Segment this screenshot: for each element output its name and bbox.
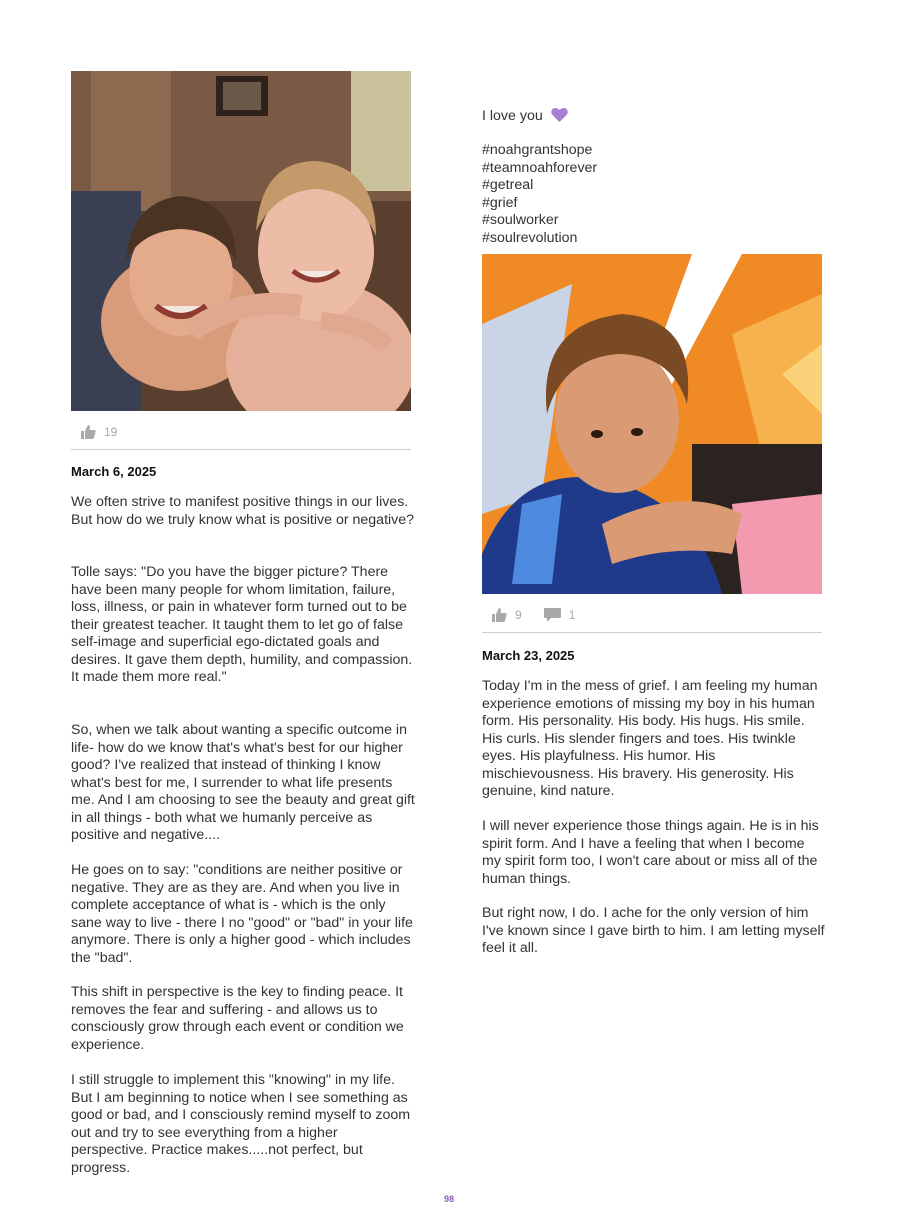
left-paragraph-6: I still struggle to implement this "knowing" in my life. But I am beginning to notice when I see something as good or bad, and I consciously remind myself to zoom out and try to see everything from a higher perspective. Practice makes.....not perfect, but progress. (71, 1072, 411, 1176)
left-paragraph-1: We often strive to manifest positive things in our lives. But how do we truly know what is positive or negative? (71, 494, 415, 528)
right-paragraph-2: I will never experience those things again. He is in his spirit form. And I have a feeling that when I become my spirit form too, I won't care about or miss all of the human things. (482, 818, 819, 887)
love-text: I love you (482, 108, 543, 124)
boy-in-tent-image (482, 254, 822, 594)
love-line (482, 107, 827, 126)
hashtag[interactable]: #noahgrantshope (482, 142, 593, 158)
like-stat[interactable] (492, 608, 522, 622)
right-divider (482, 632, 822, 633)
hashtag[interactable]: #teamnoahforever (482, 159, 598, 176)
hashtag[interactable]: #soulworker (482, 212, 559, 228)
hashtag-list (482, 142, 597, 247)
photo-boy-in-tent[interactable] (482, 254, 822, 594)
hashtag[interactable]: #soulrevolution (482, 229, 578, 246)
thumbs-up-icon (81, 425, 96, 439)
hashtag[interactable]: #grief (482, 194, 518, 211)
comment-icon (544, 608, 561, 622)
page-number: 98 (443, 1194, 454, 1204)
like-count: 19 (104, 425, 118, 439)
left-paragraph-3: So, when we talk about wanting a specific outcome in life- how do we know that's what's best for our higher good? I've realized that instead of thinking I know what's best for me, I surrender to what life presents me. And I am choosing to see the beauty and great gift in all things - both what we humanly perceive as positive and negative.... (71, 722, 415, 843)
comment-stat[interactable] (544, 608, 576, 622)
right-post-stats (492, 605, 597, 625)
comment-count: 1 (568, 608, 576, 622)
thumbs-up-icon (492, 608, 507, 622)
right-post-date: March 23, 2025 (482, 648, 575, 663)
left-paragraph-4: He goes on to say: "conditions are neither positive or negative. They are as they are. And when you live in complete acceptance of what is - which is the only sane way to live - there I no "good" or "bad" in your life anymore. There is only a higher good - which includes the "bad". (71, 862, 413, 966)
two-boys-image (71, 71, 411, 411)
left-paragraph-5: This shift in perspective is the key to finding peace. It removes the fear and suffering - and allows us to consciously grow through each event or condition we experience. (71, 984, 404, 1053)
left-post-date: March 6, 2025 (71, 464, 157, 479)
like-stat[interactable] (81, 425, 117, 439)
right-paragraph-3: But right now, I do. I ache for the only version of him I've known since I gave birth to him. I am letting myself feel it all. (482, 905, 825, 956)
left-paragraph-2: Tolle says: "Do you have the bigger picture? There have been many people for whom limitation, failure, loss, illness, or pain in whatever form turned out to be their greatest teacher. It taught them to let go of false self-image and superficial ego-dictated goals and desires. It gave them depth, humility, and compassion. It made them more real." (71, 564, 413, 685)
like-count: 9 (515, 608, 522, 622)
hashtag[interactable]: #getreal (482, 177, 534, 193)
purple-heart-icon (551, 107, 568, 122)
right-paragraph-1: Today I'm in the mess of grief. I am feeling my human experience emotions of missing my boy in his human form. His personality. His body. His hugs. His smile. His curls. His slender fingers and toes. His twinkle eyes. His playfulness. His humor. His mischievousness. His bravery. His generosity. His genuine, kind nature. (482, 678, 818, 799)
left-divider (71, 449, 411, 450)
left-post-stats (81, 422, 139, 442)
photo-two-boys[interactable] (71, 71, 411, 411)
